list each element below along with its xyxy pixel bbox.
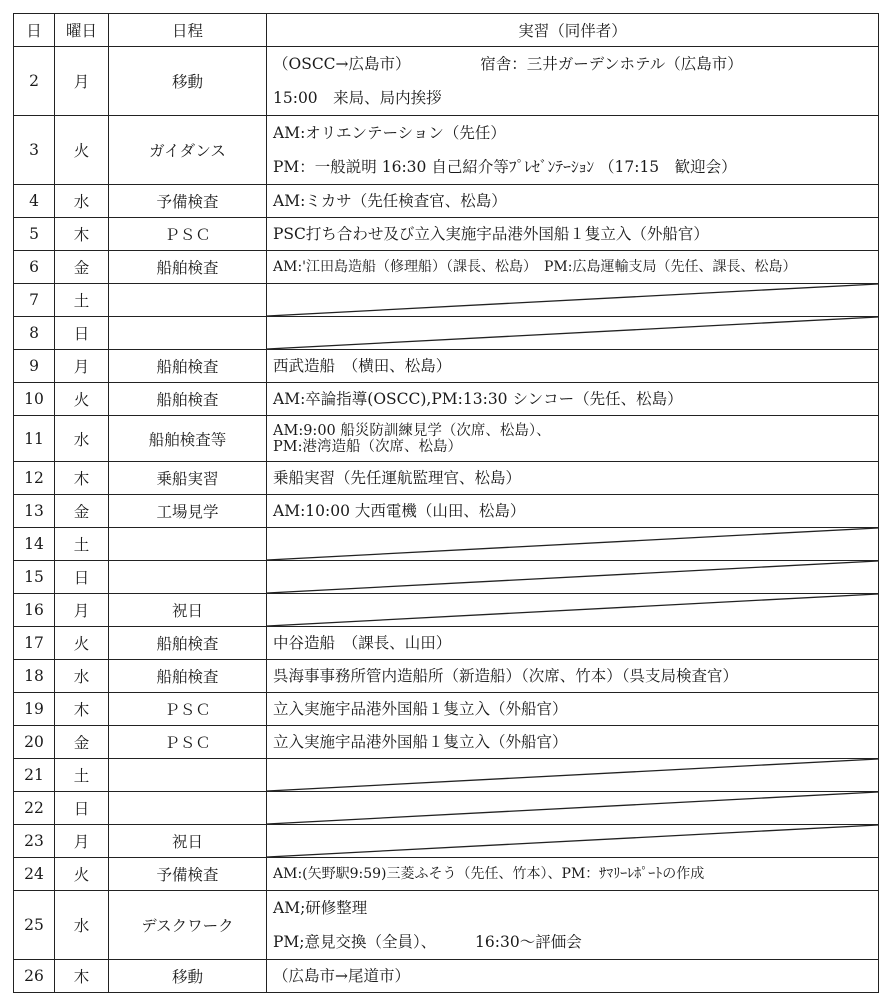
- day-cell: 12: [14, 462, 55, 495]
- detail-line: 15:00 来局、局内挨拶: [273, 89, 442, 107]
- schedule-cell: 船舶検査: [109, 660, 267, 693]
- schedule-cell: [109, 561, 267, 594]
- detail-cell: [267, 858, 879, 891]
- blank-day-slash: [267, 284, 878, 316]
- day-cell: 2: [14, 47, 55, 116]
- schedule-cell: [109, 792, 267, 825]
- day-cell: 9: [14, 350, 55, 383]
- slash-line: [267, 284, 878, 316]
- schedule-cell: ガイダンス: [109, 116, 267, 185]
- day-cell: 6: [14, 251, 55, 284]
- detail-line: AM;研修整理: [273, 899, 368, 917]
- weekday-cell: 水: [55, 416, 109, 462]
- detail-cell: [267, 383, 879, 416]
- header-detail: 実習（同伴者）: [267, 14, 879, 47]
- detail-line: AM:ミカサ（先任検査官、松島）: [273, 191, 507, 210]
- day-cell: 15: [14, 561, 55, 594]
- weekday-cell: 木: [55, 218, 109, 251]
- weekday-cell: 月: [55, 47, 109, 116]
- day-cell: 11: [14, 416, 55, 462]
- detail-line: （広島市→尾道市）: [273, 966, 410, 985]
- table-row: [14, 317, 879, 350]
- day-cell: 10: [14, 383, 55, 416]
- weekday-cell: 木: [55, 960, 109, 993]
- table-row: [14, 462, 879, 495]
- schedule-cell: ＰＳＣ: [109, 693, 267, 726]
- header-row: [14, 14, 879, 47]
- detail-cell: [267, 726, 879, 759]
- header-weekday: 曜日: [55, 14, 109, 47]
- detail-line: AM:'江田島造船（修理船）（課長、松島） PM:広島運輸支局（先任、課長、松島）: [273, 258, 797, 275]
- detail-line: AM:9:00 船災防訓練見学（次席、松島）、: [273, 422, 551, 439]
- weekday-cell: 土: [55, 759, 109, 792]
- schedule-cell: 工場見学: [109, 495, 267, 528]
- table-row: [14, 960, 879, 993]
- schedule-cell: 予備検査: [109, 858, 267, 891]
- day-cell: 16: [14, 594, 55, 627]
- schedule-cell: 祝日: [109, 594, 267, 627]
- weekday-cell: 火: [55, 858, 109, 891]
- blank-day-slash: [267, 528, 878, 560]
- schedule-cell: 祝日: [109, 825, 267, 858]
- weekday-cell: 木: [55, 693, 109, 726]
- schedule-cell: 船舶検査等: [109, 416, 267, 462]
- schedule-cell: 船舶検査: [109, 627, 267, 660]
- detail-line: 立入実施宇品港外国船１隻立入（外船官）: [273, 732, 568, 751]
- schedule-cell: [109, 759, 267, 792]
- detail-cell: [267, 693, 879, 726]
- table-row: [14, 251, 879, 284]
- table-row: [14, 416, 879, 462]
- detail-cell: [267, 462, 879, 495]
- weekday-cell: 火: [55, 116, 109, 185]
- day-cell: 23: [14, 825, 55, 858]
- detail-cell: [267, 594, 879, 627]
- weekday-cell: 水: [55, 185, 109, 218]
- schedule-table: [13, 13, 879, 993]
- detail-line: 中谷造船 （課長、山田）: [273, 633, 452, 652]
- slash-line: [267, 825, 878, 857]
- schedule-cell: デスクワーク: [109, 891, 267, 960]
- schedule-cell: 移動: [109, 47, 267, 116]
- detail-cell: [267, 47, 879, 116]
- weekday-cell: 金: [55, 495, 109, 528]
- detail-cell: [267, 759, 879, 792]
- weekday-cell: 木: [55, 462, 109, 495]
- table-row: [14, 185, 879, 218]
- table-row: [14, 528, 879, 561]
- table-row: [14, 627, 879, 660]
- detail-cell: [267, 284, 879, 317]
- detail-cell: [267, 350, 879, 383]
- table-row: [14, 792, 879, 825]
- day-cell: 20: [14, 726, 55, 759]
- detail-line: 乗船実習（先任運航監理官、松島）: [273, 468, 522, 487]
- detail-cell: [267, 185, 879, 218]
- detail-cell: [267, 825, 879, 858]
- blank-day-slash: [267, 594, 878, 626]
- table-row: [14, 726, 879, 759]
- detail-line: 呉海事事務所管内造船所（新造船）（次席、竹本）（呉支局検査官）: [273, 666, 739, 685]
- schedule-cell: 予備検査: [109, 185, 267, 218]
- detail-line: AM:オリエンテーション（先任）: [273, 124, 506, 142]
- weekday-cell: 火: [55, 627, 109, 660]
- detail-cell: [267, 960, 879, 993]
- header-schedule: 日程: [109, 14, 267, 47]
- table-row: [14, 660, 879, 693]
- schedule-cell: ＰＳＣ: [109, 218, 267, 251]
- schedule-cell: 船舶検査: [109, 383, 267, 416]
- table-row: [14, 693, 879, 726]
- day-cell: 4: [14, 185, 55, 218]
- schedule-cell: [109, 528, 267, 561]
- detail-cell: [267, 218, 879, 251]
- detail-cell: [267, 116, 879, 185]
- weekday-cell: 月: [55, 594, 109, 627]
- table-row: [14, 284, 879, 317]
- schedule-cell: [109, 284, 267, 317]
- day-cell: 22: [14, 792, 55, 825]
- detail-line: AM:(矢野駅9:59)三菱ふそう（先任、竹本）、PM：ｻﾏﾘｰﾚﾎﾟｰﾄの作成: [273, 865, 705, 882]
- detail-line: 立入実施宇品港外国船１隻立入（外船官）: [273, 699, 568, 718]
- weekday-cell: 水: [55, 891, 109, 960]
- schedule-cell: [109, 317, 267, 350]
- weekday-cell: 土: [55, 528, 109, 561]
- weekday-cell: 日: [55, 561, 109, 594]
- table-row: [14, 891, 879, 960]
- day-cell: 14: [14, 528, 55, 561]
- day-cell: 19: [14, 693, 55, 726]
- detail-line: AM:10:00 大西電機（山田、松島）: [273, 501, 526, 520]
- detail-cell: [267, 317, 879, 350]
- schedule-cell: 船舶検査: [109, 251, 267, 284]
- detail-line: PSC打ち合わせ及び立入実施宇品港外国船１隻立入（外船官）: [273, 224, 709, 243]
- table-row: [14, 594, 879, 627]
- detail-line: PM:港湾造船（次席、松島）: [273, 438, 462, 455]
- detail-cell: [267, 660, 879, 693]
- table-row: [14, 759, 879, 792]
- detail-line: （OSCC→広島市） 宿舎：三井ガーデンホテル（広島市）: [273, 55, 743, 73]
- table-row: [14, 825, 879, 858]
- day-cell: 26: [14, 960, 55, 993]
- detail-cell: [267, 891, 879, 960]
- weekday-cell: 日: [55, 792, 109, 825]
- day-cell: 24: [14, 858, 55, 891]
- weekday-cell: 火: [55, 383, 109, 416]
- day-cell: 3: [14, 116, 55, 185]
- slash-line: [267, 561, 878, 593]
- slash-line: [267, 792, 878, 824]
- detail-line: PM：一般説明 16:30 自己紹介等ﾌﾟﾚｾﾞﾝﾃｰｼｮﾝ （17:15 歓迎会）: [273, 158, 737, 176]
- detail-cell: [267, 251, 879, 284]
- detail-cell: [267, 416, 879, 462]
- blank-day-slash: [267, 759, 878, 791]
- detail-cell: [267, 528, 879, 561]
- day-cell: 8: [14, 317, 55, 350]
- day-cell: 7: [14, 284, 55, 317]
- slash-line: [267, 759, 878, 791]
- weekday-cell: 水: [55, 660, 109, 693]
- detail-cell: [267, 495, 879, 528]
- schedule-cell: 乗船実習: [109, 462, 267, 495]
- table-row: [14, 47, 879, 116]
- detail-cell: [267, 627, 879, 660]
- day-cell: 17: [14, 627, 55, 660]
- blank-day-slash: [267, 561, 878, 593]
- table-row: [14, 858, 879, 891]
- day-cell: 21: [14, 759, 55, 792]
- table-row: [14, 561, 879, 594]
- weekday-cell: 月: [55, 825, 109, 858]
- blank-day-slash: [267, 825, 878, 857]
- table-row: [14, 495, 879, 528]
- table-row: [14, 218, 879, 251]
- detail-cell: [267, 561, 879, 594]
- day-cell: 25: [14, 891, 55, 960]
- table-row: [14, 350, 879, 383]
- day-cell: 13: [14, 495, 55, 528]
- weekday-cell: 金: [55, 251, 109, 284]
- slash-line: [267, 317, 878, 349]
- day-cell: 18: [14, 660, 55, 693]
- slash-line: [267, 528, 878, 560]
- weekday-cell: 日: [55, 317, 109, 350]
- detail-line: AM:卒論指導(OSCC),PM:13:30 シンコー（先任、松島）: [273, 389, 683, 408]
- detail-line: PM;意見交換（全員）、 16:30～評価会: [273, 933, 582, 951]
- table-row: [14, 116, 879, 185]
- blank-day-slash: [267, 792, 878, 824]
- header-day: 日: [14, 14, 55, 47]
- schedule-cell: 移動: [109, 960, 267, 993]
- detail-cell: [267, 792, 879, 825]
- schedule-cell: ＰＳＣ: [109, 726, 267, 759]
- weekday-cell: 土: [55, 284, 109, 317]
- schedule-cell: 船舶検査: [109, 350, 267, 383]
- detail-line: 西武造船 （横田、松島）: [273, 356, 452, 375]
- weekday-cell: 月: [55, 350, 109, 383]
- table-row: [14, 383, 879, 416]
- blank-day-slash: [267, 317, 878, 349]
- slash-line: [267, 594, 878, 626]
- day-cell: 5: [14, 218, 55, 251]
- weekday-cell: 金: [55, 726, 109, 759]
